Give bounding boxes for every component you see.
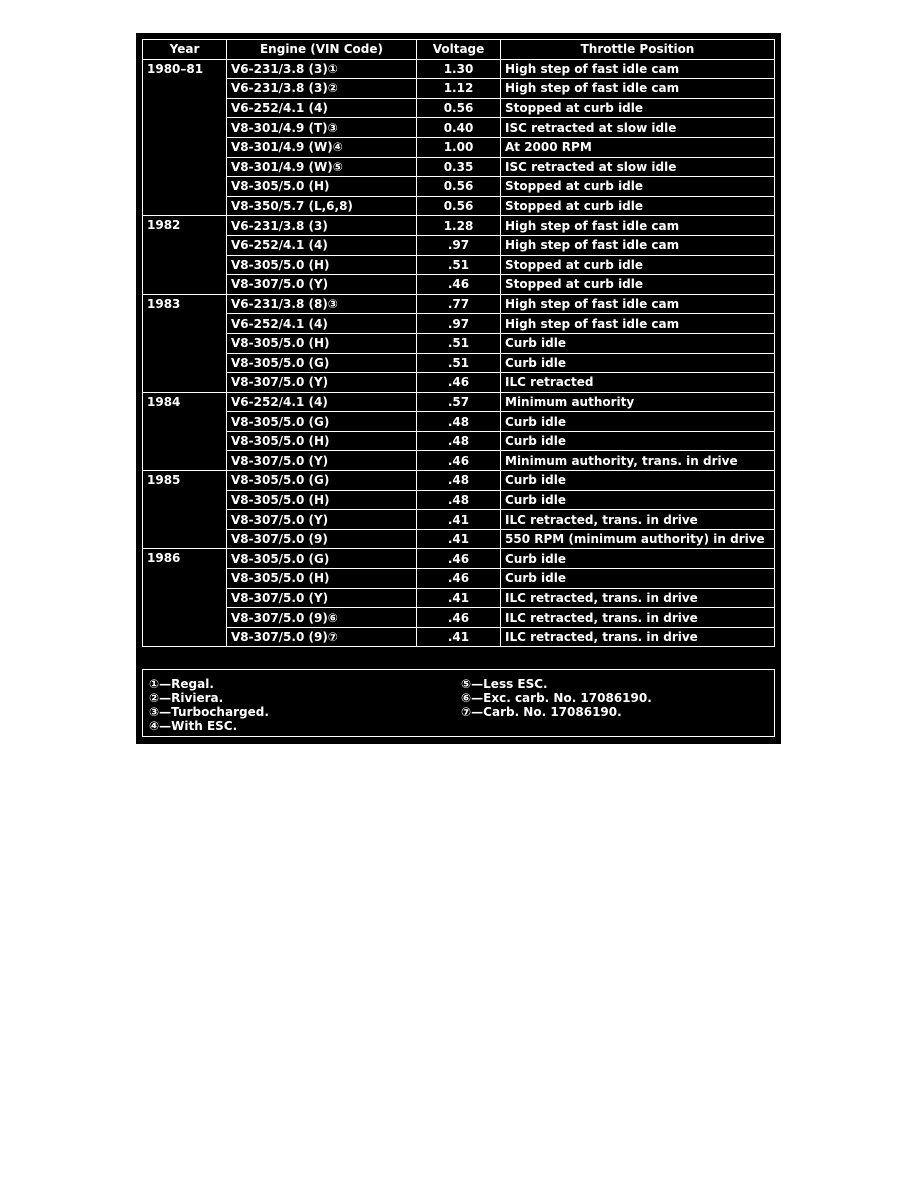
- footnotes-right: [461, 677, 652, 719]
- engine-cell: V8-350/5.7 (L,6,8): [227, 196, 417, 216]
- voltage-cell: .41: [417, 588, 501, 608]
- voltage-cell: .41: [417, 627, 501, 647]
- throttle-position-cell: Curb idle: [501, 490, 775, 510]
- voltage-cell: 0.56: [417, 177, 501, 197]
- table-row: [143, 255, 775, 275]
- throttle-position-cell: At 2000 RPM: [501, 137, 775, 157]
- engine-cell: V6-231/3.8 (3)①: [227, 59, 417, 79]
- table-row: [143, 177, 775, 197]
- year-cell: 1985: [143, 471, 227, 549]
- table-row: [143, 431, 775, 451]
- throttle-position-cell: Stopped at curb idle: [501, 177, 775, 197]
- voltage-cell: 0.56: [417, 196, 501, 216]
- engine-cell: V8-307/5.0 (Y): [227, 451, 417, 471]
- engine-cell: V8-305/5.0 (H): [227, 333, 417, 353]
- table-row: [143, 373, 775, 393]
- year-cell: 1980–81: [143, 59, 227, 216]
- voltage-cell: .46: [417, 275, 501, 295]
- throttle-position-cell: High step of fast idle cam: [501, 314, 775, 334]
- engine-cell: V8-301/4.9 (W)⑤: [227, 157, 417, 177]
- footnote: ③—Turbocharged.: [149, 705, 269, 719]
- voltage-cell: .48: [417, 412, 501, 432]
- voltage-cell: .46: [417, 608, 501, 628]
- footnotes-left: [149, 677, 269, 733]
- voltage-cell: 0.35: [417, 157, 501, 177]
- engine-cell: V8-305/5.0 (H): [227, 490, 417, 510]
- voltage-cell: .51: [417, 333, 501, 353]
- engine-cell: V6-252/4.1 (4): [227, 314, 417, 334]
- table-row: [143, 627, 775, 647]
- year-cell: 1983: [143, 294, 227, 392]
- throttle-position-cell: Curb idle: [501, 471, 775, 491]
- engine-cell: V8-307/5.0 (9): [227, 529, 417, 549]
- throttle-position-cell: High step of fast idle cam: [501, 79, 775, 99]
- engine-cell: V6-231/3.8 (3)②: [227, 79, 417, 99]
- throttle-position-table: [142, 39, 775, 647]
- header-engine: Engine (VIN Code): [227, 40, 417, 60]
- voltage-cell: .48: [417, 490, 501, 510]
- engine-cell: V6-231/3.8 (8)③: [227, 294, 417, 314]
- throttle-position-cell: ILC retracted, trans. in drive: [501, 588, 775, 608]
- engine-cell: V8-305/5.0 (H): [227, 431, 417, 451]
- engine-cell: V8-305/5.0 (G): [227, 412, 417, 432]
- voltage-cell: .48: [417, 471, 501, 491]
- table-row: [143, 196, 775, 216]
- voltage-cell: .51: [417, 353, 501, 373]
- engine-cell: V6-252/4.1 (4): [227, 392, 417, 412]
- footnote: ⑦—Carb. No. 17086190.: [461, 705, 622, 719]
- voltage-cell: .41: [417, 510, 501, 530]
- table-row: [143, 79, 775, 99]
- voltage-cell: 0.56: [417, 98, 501, 118]
- footnote: ②—Riviera.: [149, 691, 224, 705]
- engine-cell: V8-305/5.0 (G): [227, 353, 417, 373]
- year-cell: 1982: [143, 216, 227, 294]
- table-row: [143, 333, 775, 353]
- engine-cell: V8-305/5.0 (H): [227, 569, 417, 589]
- voltage-cell: .97: [417, 314, 501, 334]
- throttle-position-cell: Minimum authority, trans. in drive: [501, 451, 775, 471]
- engine-cell: V8-307/5.0 (Y): [227, 373, 417, 393]
- engine-cell: V8-307/5.0 (9)⑦: [227, 627, 417, 647]
- engine-cell: V8-305/5.0 (G): [227, 471, 417, 491]
- table-row: [143, 294, 775, 314]
- throttle-position-cell: ILC retracted, trans. in drive: [501, 627, 775, 647]
- voltage-cell: .46: [417, 451, 501, 471]
- table-row: [143, 608, 775, 628]
- year-cell: 1986: [143, 549, 227, 647]
- voltage-cell: 1.12: [417, 79, 501, 99]
- table-row: [143, 59, 775, 79]
- engine-cell: V8-307/5.0 (9)⑥: [227, 608, 417, 628]
- throttle-position-cell: High step of fast idle cam: [501, 216, 775, 236]
- footnote: ①—Regal.: [149, 677, 214, 691]
- footnote: ④—With ESC.: [149, 719, 238, 733]
- throttle-position-cell: ISC retracted at slow idle: [501, 157, 775, 177]
- throttle-position-cell: ILC retracted: [501, 373, 775, 393]
- throttle-position-cell: 550 RPM (minimum authority) in drive: [501, 529, 775, 549]
- table-row: [143, 451, 775, 471]
- engine-cell: V8-305/5.0 (H): [227, 255, 417, 275]
- table-row: [143, 275, 775, 295]
- footnote: ⑥—Exc. carb. No. 17086190.: [461, 691, 652, 705]
- voltage-cell: .46: [417, 373, 501, 393]
- table-row: [143, 98, 775, 118]
- table-row: [143, 157, 775, 177]
- table-row: [143, 510, 775, 530]
- engine-cell: V8-307/5.0 (Y): [227, 510, 417, 530]
- table-row: [143, 314, 775, 334]
- throttle-position-cell: Stopped at curb idle: [501, 98, 775, 118]
- table-body: [143, 59, 775, 647]
- engine-cell: V8-307/5.0 (Y): [227, 275, 417, 295]
- throttle-position-cell: High step of fast idle cam: [501, 235, 775, 255]
- throttle-position-cell: Curb idle: [501, 549, 775, 569]
- table-row: [143, 412, 775, 432]
- voltage-cell: .97: [417, 235, 501, 255]
- engine-cell: V6-252/4.1 (4): [227, 98, 417, 118]
- table-row: [143, 529, 775, 549]
- table-row: [143, 353, 775, 373]
- table-row: [143, 216, 775, 236]
- engine-cell: V8-305/5.0 (H): [227, 177, 417, 197]
- voltage-cell: .77: [417, 294, 501, 314]
- table-row: [143, 471, 775, 491]
- table-row: [143, 588, 775, 608]
- table-row: [143, 490, 775, 510]
- throttle-position-cell: Curb idle: [501, 412, 775, 432]
- throttle-position-cell: High step of fast idle cam: [501, 294, 775, 314]
- engine-cell: V6-231/3.8 (3): [227, 216, 417, 236]
- spec-table-panel: [136, 33, 781, 744]
- voltage-cell: .48: [417, 431, 501, 451]
- engine-cell: V8-307/5.0 (Y): [227, 588, 417, 608]
- engine-cell: V8-301/4.9 (T)③: [227, 118, 417, 138]
- voltage-cell: .46: [417, 569, 501, 589]
- footnotes: [142, 669, 775, 737]
- throttle-position-cell: Stopped at curb idle: [501, 275, 775, 295]
- header-year: Year: [143, 40, 227, 60]
- throttle-position-cell: Curb idle: [501, 569, 775, 589]
- voltage-cell: 1.00: [417, 137, 501, 157]
- table-header-row: [143, 40, 775, 60]
- voltage-cell: .51: [417, 255, 501, 275]
- voltage-cell: 1.28: [417, 216, 501, 236]
- table-row: [143, 137, 775, 157]
- throttle-position-cell: Curb idle: [501, 431, 775, 451]
- table-row: [143, 569, 775, 589]
- throttle-position-cell: ISC retracted at slow idle: [501, 118, 775, 138]
- table-row: [143, 549, 775, 569]
- voltage-cell: .57: [417, 392, 501, 412]
- throttle-position-cell: ILC retracted, trans. in drive: [501, 510, 775, 530]
- engine-cell: V8-305/5.0 (G): [227, 549, 417, 569]
- voltage-cell: .41: [417, 529, 501, 549]
- table-row: [143, 392, 775, 412]
- throttle-position-cell: ILC retracted, trans. in drive: [501, 608, 775, 628]
- table-row: [143, 235, 775, 255]
- year-cell: 1984: [143, 392, 227, 470]
- throttle-position-cell: Minimum authority: [501, 392, 775, 412]
- engine-cell: V6-252/4.1 (4): [227, 235, 417, 255]
- footnote: ⑤—Less ESC.: [461, 677, 548, 691]
- voltage-cell: 1.30: [417, 59, 501, 79]
- throttle-position-cell: Curb idle: [501, 333, 775, 353]
- header-throttle-position: Throttle Position: [501, 40, 775, 60]
- throttle-position-cell: Stopped at curb idle: [501, 255, 775, 275]
- throttle-position-cell: High step of fast idle cam: [501, 59, 775, 79]
- throttle-position-cell: Curb idle: [501, 353, 775, 373]
- voltage-cell: 0.40: [417, 118, 501, 138]
- header-voltage: Voltage: [417, 40, 501, 60]
- engine-cell: V8-301/4.9 (W)④: [227, 137, 417, 157]
- voltage-cell: .46: [417, 549, 501, 569]
- throttle-position-cell: Stopped at curb idle: [501, 196, 775, 216]
- table-row: [143, 118, 775, 138]
